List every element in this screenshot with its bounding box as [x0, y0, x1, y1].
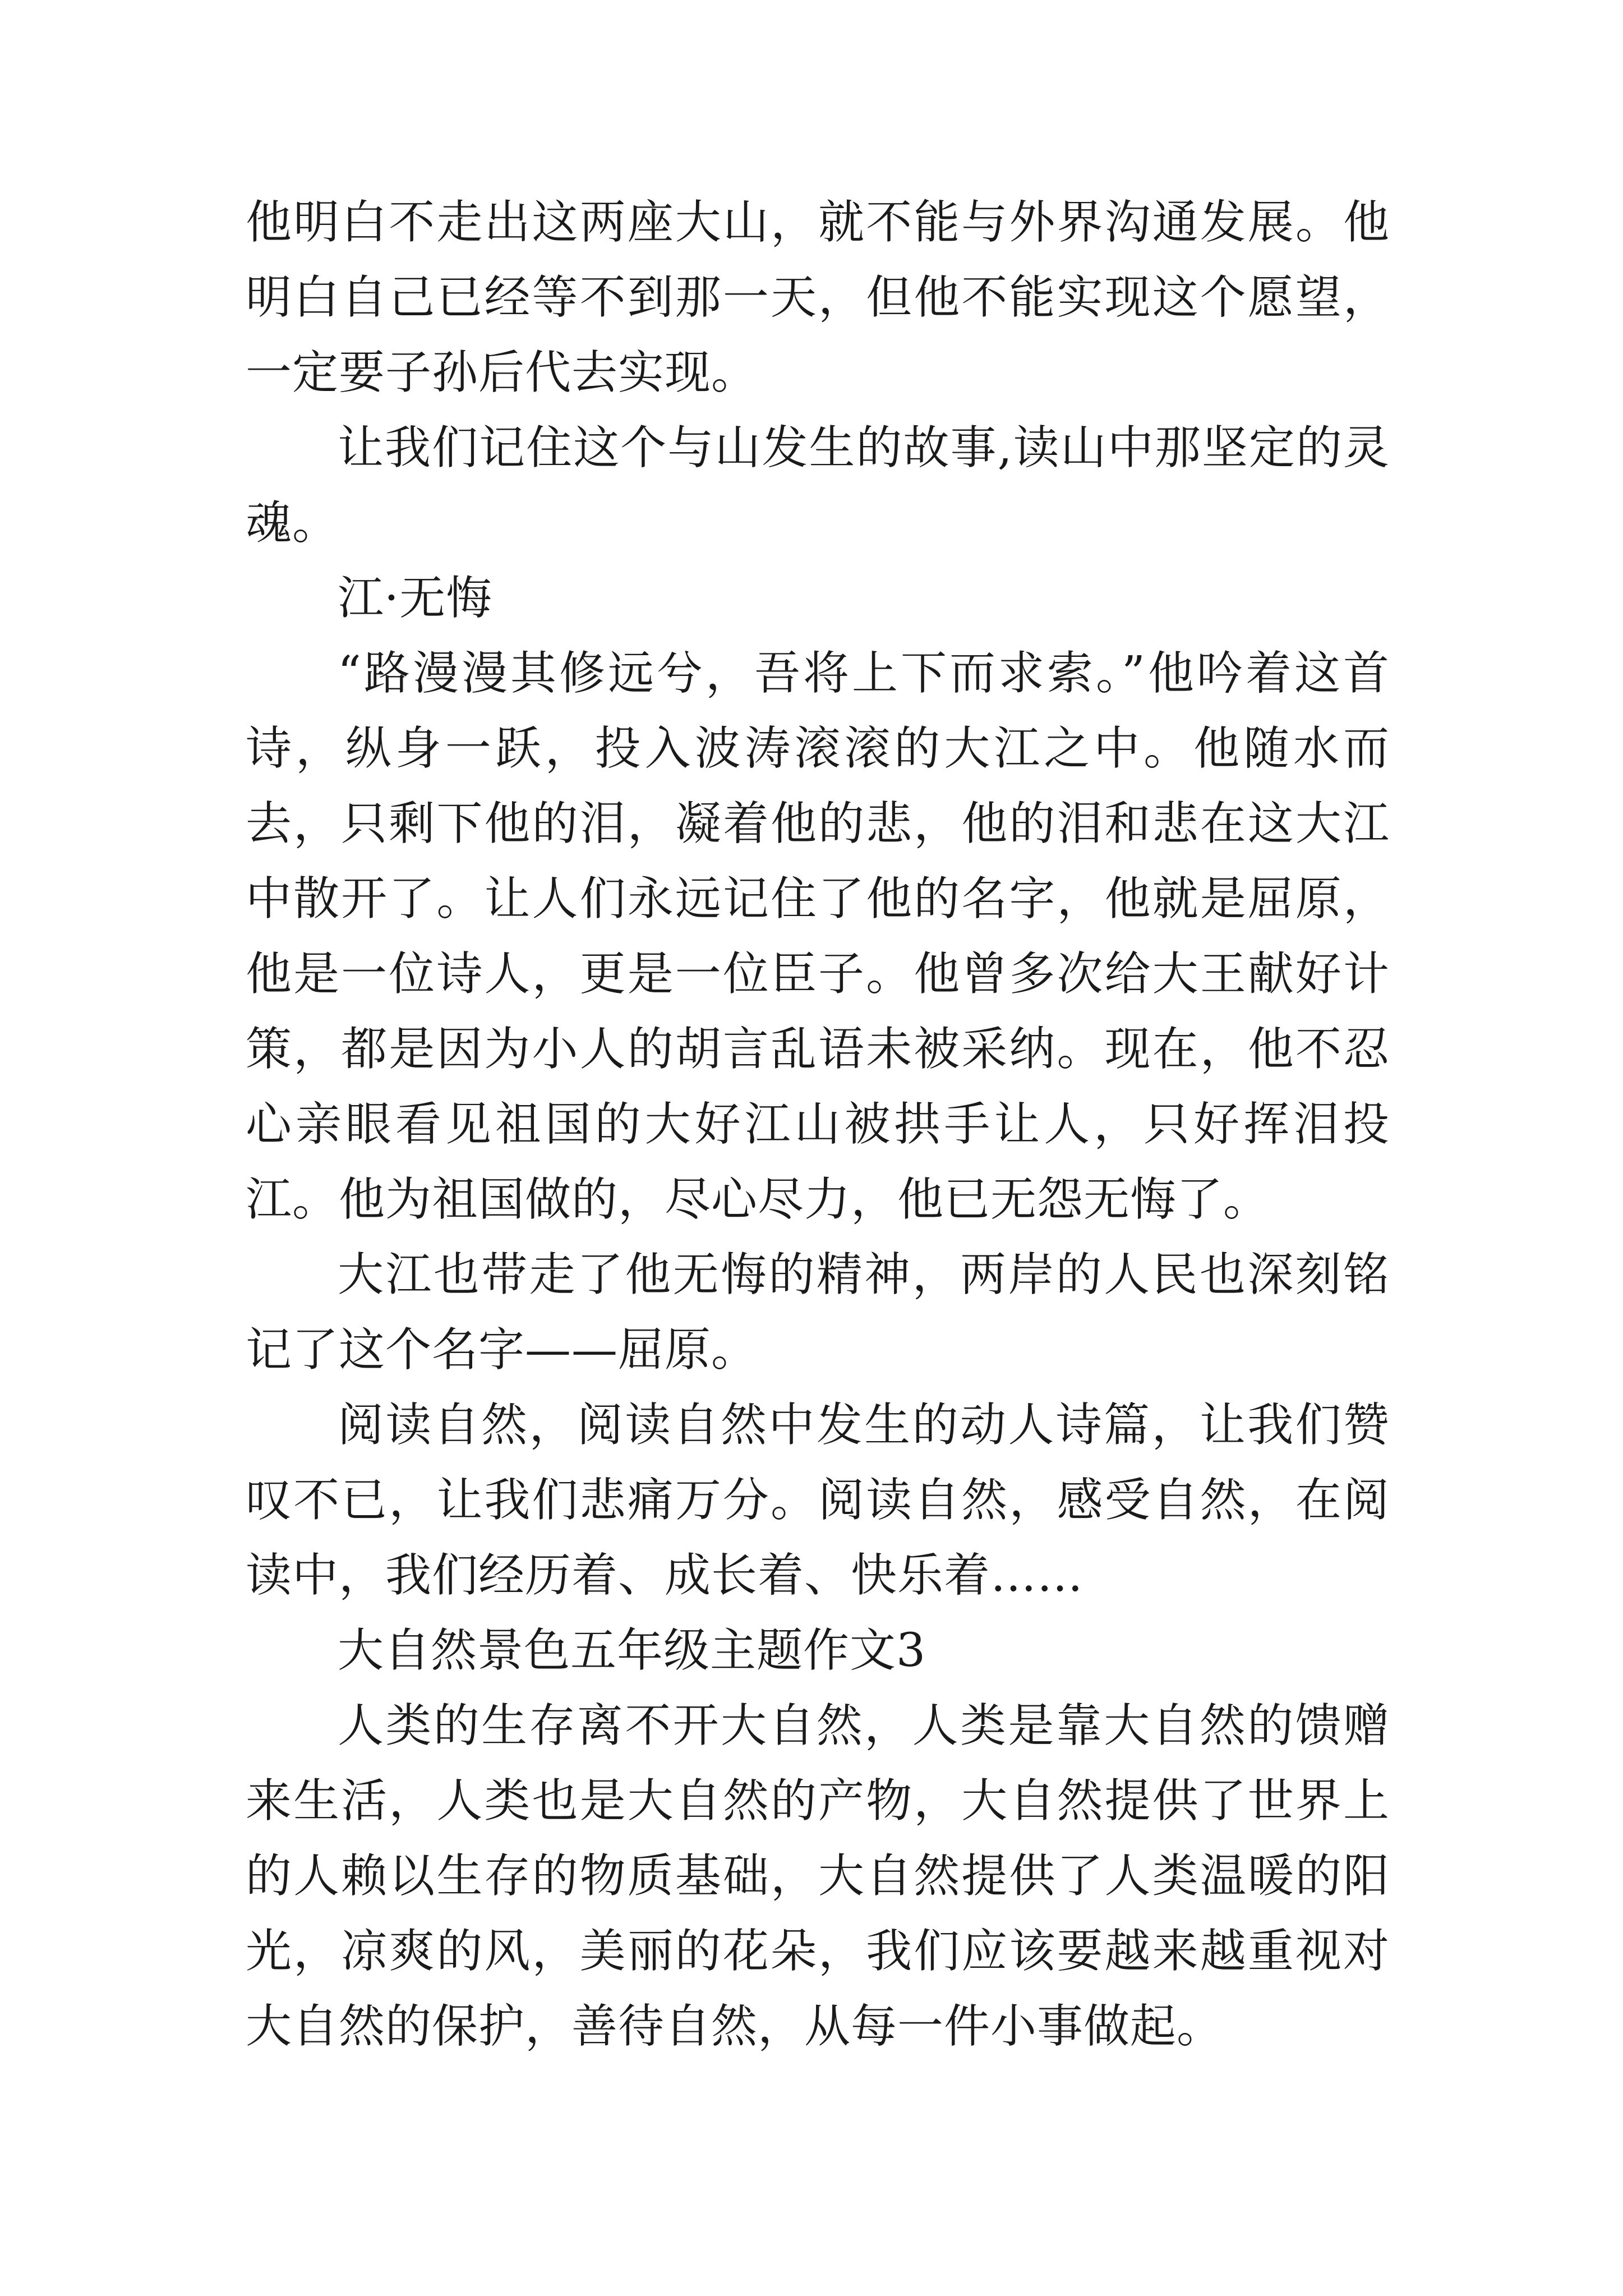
paragraph: 大江也带走了他无悔的精神，两岸的人民也深刻铭记了这个名字——屈原。 [246, 1248, 1390, 1377]
paragraph: 人类的生存离不开大自然，人类是靠大自然的馈赠来生活，人类也是大自然的产物，大自然提供了世界上的人赖以生存的物质基础，大自然提供了人类温暖的阳光，凉爽的风，美丽的花朵，我们应该要越来越重视对大自然的保护，善待自然，从每一件小事做起。 [246, 1699, 1390, 2053]
paragraph: 让我们记住这个与山发生的故事,读山中那坚定的灵魂。 [246, 421, 1390, 550]
paragraph: 他明白不走出这两座大山，就不能与外界沟通发展。他明白自己已经等不到那一天，但他不能实现这个愿望，一定要子孙后代去实现。 [246, 196, 1390, 399]
essay-title: 大自然景色五年级主题作文3 [338, 1624, 926, 1677]
section-heading: 江·无悔 [338, 572, 493, 625]
paragraph: “路漫漫其修远兮，吾将上下而求索。”他吟着这首诗，纵身一跃，投入波涛滚滚的大江之中。他随水而去，只剩下他的泪，凝着他的悲，他的泪和悲在这大江中散开了。让人们永远记住了他的名字，他就是屈原，他是一位诗人，更是一位臣子。他曾多次给大王献好计策，都是因为小人的胡言乱语未被采纳。现在，他不忍心亲眼看见祖国的大好江山被拱手让人，只好挥泪投江。他为祖国做的，尽心尽力，他已无怨无悔了。 [246, 647, 1390, 1226]
paragraph: 阅读自然，阅读自然中发生的动人诗篇，让我们赞叹不已，让我们悲痛万分。阅读自然，感受自然，在阅读中，我们经历着、成长着、快乐着…… [246, 1398, 1390, 1602]
document-body [246, 185, 1390, 2064]
